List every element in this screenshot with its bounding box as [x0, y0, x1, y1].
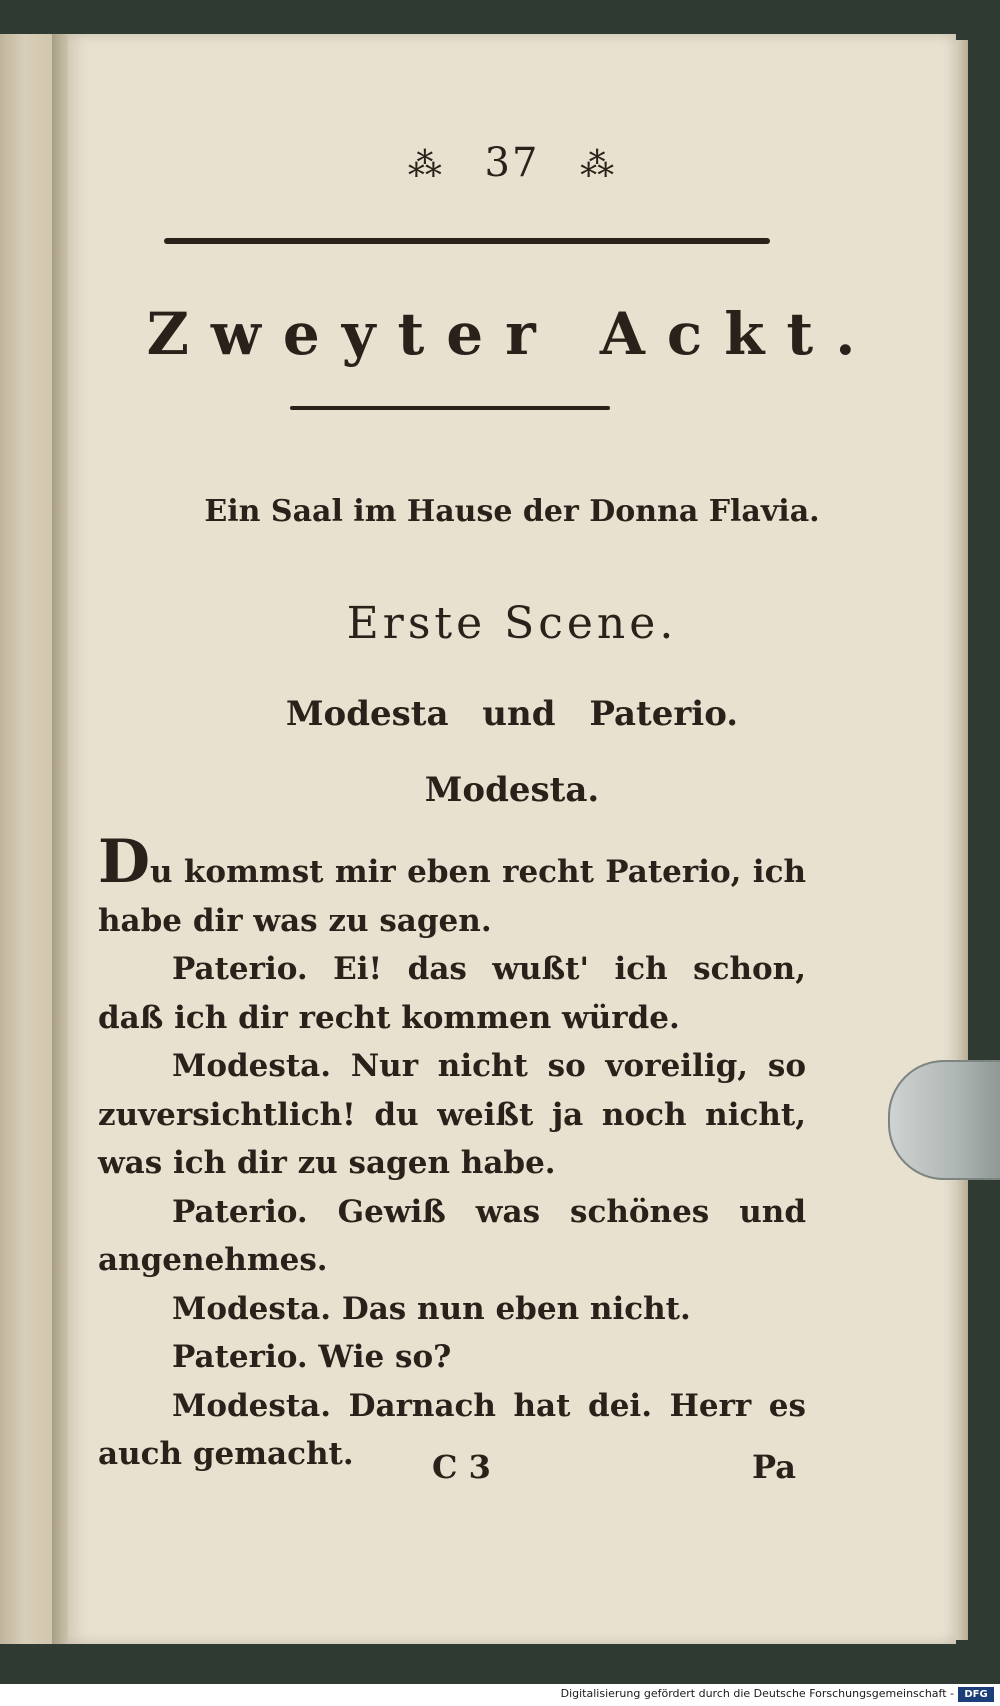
dialogue-line-6: Paterio. Wie so?	[172, 1339, 452, 1375]
dialogue-body	[98, 827, 806, 1479]
dialogue-line-7: Modesta. Darnach hat dei. Herr es auch gemacht.	[98, 1387, 806, 1472]
dialogue-line-5: Modesta. Das nun eben nicht.	[172, 1290, 691, 1327]
title-rule	[290, 406, 610, 410]
catchword: Pa	[752, 1448, 796, 1486]
first-speaker: Modesta.	[424, 770, 600, 810]
ornament-left: ⁂	[407, 145, 444, 185]
dialogue-line-1	[98, 827, 806, 945]
signature-mark: C 3	[432, 1448, 491, 1486]
header-rule	[164, 238, 770, 244]
dialogue-line-3: Modesta. Nur nicht so voreilig, so zuversichtlich! du weißt ja noch nicht, was ich dir zu sagen habe.	[98, 1048, 806, 1181]
scene-title: Erste Scene.	[346, 598, 678, 649]
page-holder-clip	[888, 1060, 1000, 1180]
scene-persons: Modesta und Paterio.	[285, 694, 739, 734]
act-title: Zweyter Ackt.	[146, 300, 878, 368]
page-number: 37	[484, 140, 540, 186]
page-edge	[956, 40, 968, 1640]
footer-credit: Digitalisierung gefördert durch die Deutsche Forschungsgemeinschaft -	[560, 1687, 954, 1700]
dialogue-line-4: Paterio. Gewiß was schönes und angenehmes.	[98, 1193, 806, 1278]
ornament-right: ⁂	[580, 145, 617, 185]
dfg-logo: DFG	[958, 1687, 994, 1702]
drop-capital: D	[98, 827, 151, 897]
page-header	[68, 140, 956, 186]
left-page-edge	[0, 34, 60, 1644]
scene-setting: Ein Saal im Hause der Donna Flavia.	[204, 494, 820, 529]
dialogue-line-2: Paterio. Ei! das wußt' ich schon, daß ich dir recht kommen würde.	[98, 951, 806, 1036]
dialogue-text: u kommst mir eben recht Paterio, ich habe dir was zu sagen.	[98, 854, 806, 939]
